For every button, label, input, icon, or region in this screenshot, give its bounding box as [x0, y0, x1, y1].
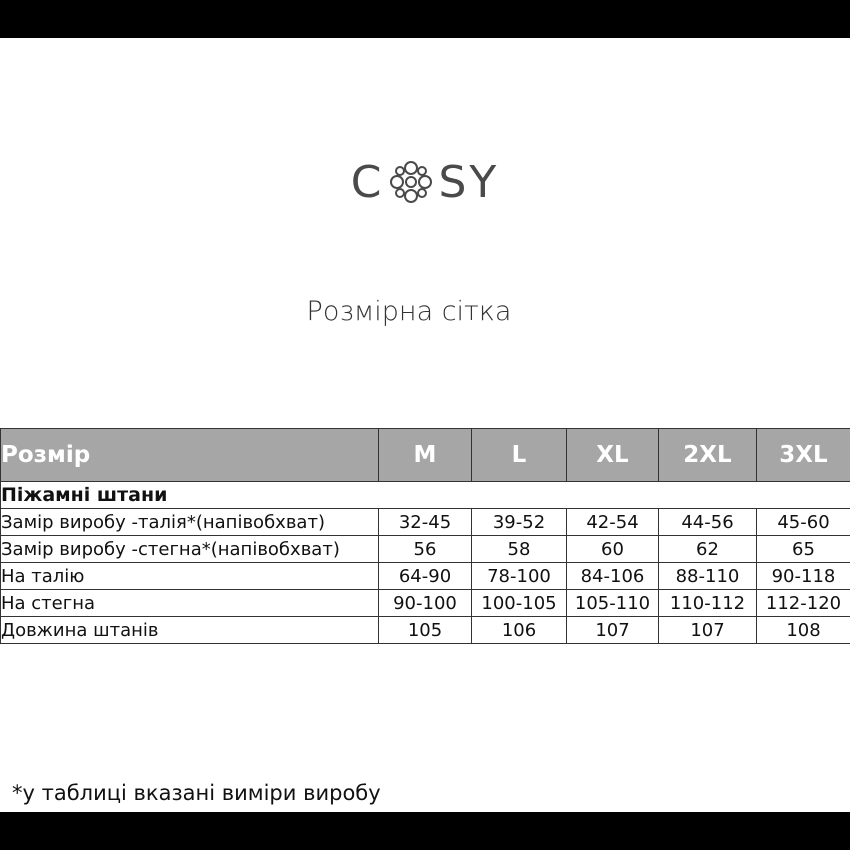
table-cell: 105	[379, 617, 472, 644]
knot-icon	[386, 157, 436, 207]
table-cell: 44-56	[659, 509, 757, 536]
table-cell: 90-118	[757, 563, 850, 590]
table-cell: 105-110	[567, 590, 659, 617]
table-cell: 106	[472, 617, 567, 644]
page-title: Розмірна сітка	[306, 296, 512, 327]
table-cell: 78-100	[472, 563, 567, 590]
table-cell: 112-120	[757, 590, 850, 617]
section-title: Піжамні штани	[1, 482, 850, 509]
table-cell: 90-100	[379, 590, 472, 617]
row-label: Довжина штанів	[1, 617, 379, 644]
table-cell: 107	[567, 617, 659, 644]
table-row	[1, 590, 850, 617]
section-row	[1, 482, 850, 509]
row-label: Замір виробу -талія*(напівобхват)	[1, 509, 379, 536]
row-label: Замір виробу -стегна*(напівобхват)	[1, 536, 379, 563]
table-cell: 62	[659, 536, 757, 563]
size-header-l: L	[472, 429, 567, 482]
table-row	[1, 563, 850, 590]
size-header-xl: XL	[567, 429, 659, 482]
brand-suffix: SY	[438, 156, 500, 208]
brand-prefix: C	[350, 156, 385, 208]
table-cell: 108	[757, 617, 850, 644]
table-cell: 58	[472, 536, 567, 563]
row-label: На талію	[1, 563, 379, 590]
footnote: *у таблиці вказані виміри виробу	[12, 781, 381, 805]
table-cell: 45-60	[757, 509, 850, 536]
table-cell: 64-90	[379, 563, 472, 590]
row-label: На стегна	[1, 590, 379, 617]
table-cell: 84-106	[567, 563, 659, 590]
table-cell: 39-52	[472, 509, 567, 536]
table-cell: 110-112	[659, 590, 757, 617]
table-row	[1, 617, 850, 644]
table-cell: 32-45	[379, 509, 472, 536]
size-column-header: Розмір	[1, 429, 379, 482]
size-header-3xl: 3XL	[757, 429, 850, 482]
table-row	[1, 536, 850, 563]
table-header-row	[1, 429, 850, 482]
table-cell: 107	[659, 617, 757, 644]
size-chart-table	[0, 428, 850, 644]
table-cell: 42-54	[567, 509, 659, 536]
table-cell: 88-110	[659, 563, 757, 590]
table-cell: 56	[379, 536, 472, 563]
size-header-m: M	[379, 429, 472, 482]
top-bar	[0, 0, 850, 38]
table-cell: 65	[757, 536, 850, 563]
table-cell: 60	[567, 536, 659, 563]
size-header-2xl: 2XL	[659, 429, 757, 482]
bottom-bar	[0, 812, 850, 850]
brand-logo	[0, 154, 850, 210]
table-row	[1, 509, 850, 536]
table-cell: 100-105	[472, 590, 567, 617]
